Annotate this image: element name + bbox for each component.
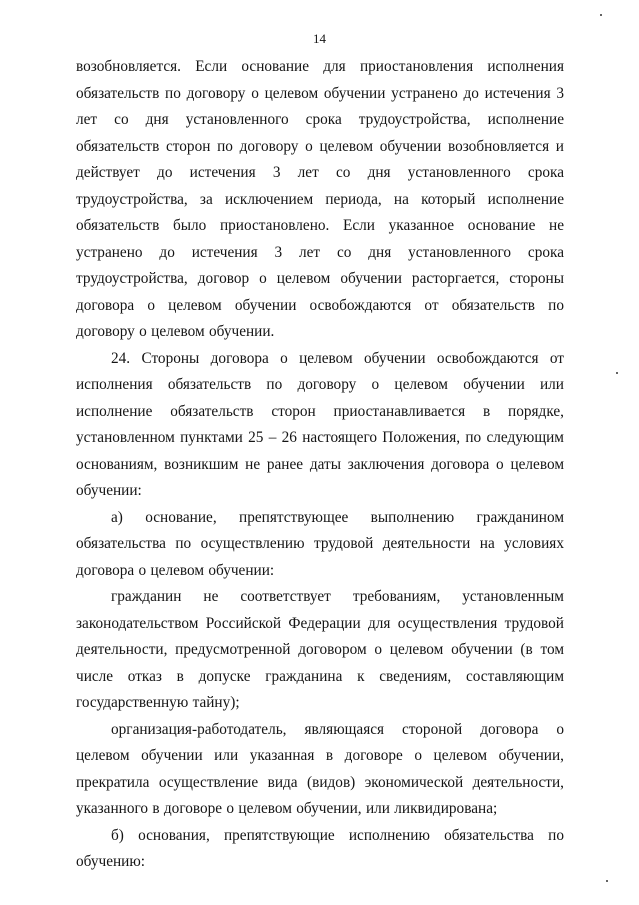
- scan-speck: [616, 372, 618, 374]
- paragraph-24a-item1: гражданин не соответствует требованиям, установленным законодательством Российской Федерации для осуществления трудовой деятельности, предусмотренной договором о целевом обучении (в том числе отказ в допуске гражданина к сведениям, составляющим государственную тайну);: [76, 588, 564, 711]
- paragraph-24b: б) основания, препятствующие исполнению обязательства по обучению:: [76, 826, 564, 870]
- paragraph-continued: возобновляется. Если основание для приостановления исполнения обязательств по договору о целевом обучении устранено до истечения 3 лет со дня установленного срока трудоустройства, исполнение обязательств сторон по договору о целевом обучении возобновляется и действует до истечения 3 лет со дня установленного срока трудоустройства, за исключением периода, на который исполнение обязательств было приостановлено. Если указанное основание не устранено до истечения 3 лет со дня установленного срока трудоустройства, договор о целевом обучении расторгается, стороны договора о целевом обучении освобождаются от обязательств по договору о целевом обучении.: [76, 58, 564, 340]
- paragraph-24: 24. Стороны договора о целевом обучении освобождаются от исполнения обязательств по договору о целевом обучении или исполнение обязательств сторон приостанавливается в порядке, установленном пунктами 25 – 26 настоящего Положения, по следующим основаниям, возникшим не ранее даты заключения договора о целевом обучении:: [76, 349, 564, 499]
- paragraph-24a: а) основание, препятствующее выполнению гражданином обязательства по осуществлению трудовой деятельности на условиях договора о целевом обучении:: [76, 508, 564, 579]
- scan-speck: [600, 14, 602, 16]
- body-text: [76, 54, 564, 876]
- paragraph-24a-item2: организация-работодатель, являющаяся стороной договора о целевом обучении или указанная в договоре о целевом обучении, прекратила осуществление вида (видов) экономической деятельности, указанного в договоре о целевом обучении, или ликвидирована;: [76, 720, 564, 817]
- page-number: 14: [313, 31, 326, 46]
- scan-speck: [606, 880, 608, 882]
